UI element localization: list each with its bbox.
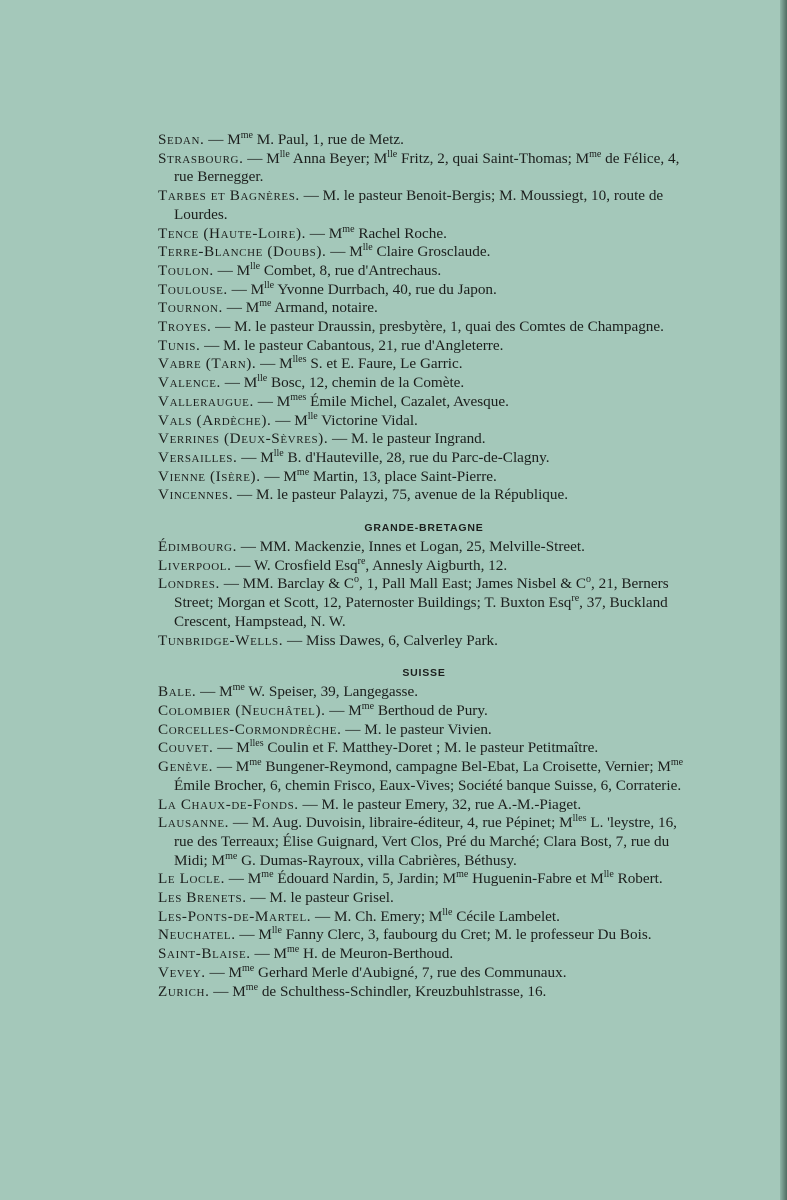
entry-text: B. d'Hauteville, 28, rue du Parc-de-Clagny. [283,448,550,466]
entry-text: — M [243,149,280,167]
title-superscript: me [249,757,262,769]
entry-text: — M. le pasteur Draussin, presbytère, 1, quai des Comtes de Champagne. [211,318,664,336]
address-entry [158,926,690,945]
title-superscript: re [571,593,580,605]
address-entry [158,187,690,224]
title-superscript: me [242,962,255,974]
section-heading: GRANDE-BRETAGNE [364,522,484,535]
address-entry [158,412,690,431]
address-entry [158,299,690,318]
address-entry [158,632,690,651]
entry-text: de Schulthess-Schindler, Kreuzbuhlstrasse, 16. [258,982,547,1000]
place-name: Londres. [158,575,220,593]
entry-text: — M [205,963,242,981]
title-superscript: lle [264,279,275,291]
entry-text: — M [326,243,363,261]
entry-text: Coulin et F. Matthey-Doret ; M. le pasteur Petitmaître. [263,739,599,757]
title-superscript: re [357,555,366,567]
title-superscript: lle [442,906,453,918]
place-name: Strasbourg. [158,149,244,167]
entry-text: — M [250,945,287,963]
title-superscript: lles [249,738,264,750]
title-superscript: lles [292,354,307,366]
entry-text: — M [209,982,246,1000]
title-superscript: mes [290,391,307,403]
entry-text: — M. le pasteur Vivien. [341,720,492,738]
section-heading: SUISSE [402,667,446,680]
place-name: Colombier (Neuchâtel). [158,701,326,719]
entry-text: Émile Michel, Cazalet, Avesque. [306,392,509,410]
place-name: Tunis. [158,336,201,354]
entry-text: — M [204,131,241,148]
entry-text: — W. Crosfield Esq [231,556,358,574]
place-name: Neuchatel. [158,926,236,944]
entry-text: — M [196,683,233,701]
entry-text: Armand, notaire. [271,299,378,317]
address-entry [158,557,690,576]
place-name: Vevey. [158,963,206,981]
place-name: Tence (Haute-Loire). [158,224,306,242]
address-entry [158,758,690,795]
page-edge-shadow [780,0,787,1200]
address-entry [158,683,690,702]
place-name: Troyes. [158,318,212,336]
address-entry [158,430,690,449]
entry-text: — M [306,224,343,242]
address-entry [158,908,690,927]
title-superscript: me [342,223,355,235]
place-name: Tournon. [158,299,223,317]
place-name: Toulon. [158,261,214,279]
entry-text: Bungener-Reymond, campagne Bel-Ebat, La Croisette, Vernier; M [261,758,671,776]
address-entry [158,486,690,505]
entry-text: Fanny Clerc, 3, faubourg du Cret; M. le professeur Du Bois. [281,926,652,944]
title-superscript: me [296,466,310,478]
address-entry [158,889,690,908]
entry-text: — MM. Mackenzie, Innes et Logan, 25, Melville-Street. [236,538,585,556]
entry-text: — M. le pasteur Benoit-Bergis; M. Moussiegt, 10, route de Lourdes. [174,187,664,223]
entry-text: , Annesly Aigburth, 12. [365,556,508,574]
entry-text: Édouard Nardin, 5, Jardin; M [273,870,457,888]
place-name: Tunbridge-Wells. [158,631,284,649]
address-entry [158,702,690,721]
place-name: Le Locle. [158,870,225,888]
place-name: Corcelles-Cormondrèche. [158,720,342,738]
title-superscript: lle [250,260,261,272]
title-superscript: me [232,682,245,694]
title-superscript: lle [271,925,282,937]
entry-text: Claire Grosclaude. [372,243,491,261]
entry-text: — M. le pasteur Emery, 32, rue A.-M.-Piaget. [298,795,582,813]
entry-text: G. Dumas-Rayroux, villa Cabrières, Béthusy. [237,851,517,869]
title-superscript: lle [257,373,268,385]
address-entry [158,945,690,964]
entry-text: Victorine Vidal. [317,411,418,429]
title-superscript: me [259,298,272,310]
place-name: Sedan. [158,131,205,148]
entry-text: — M [260,467,297,485]
title-superscript: lle [279,148,290,160]
entry-text: — M [213,739,250,757]
address-entry [158,538,690,557]
place-name: Terre-Blanche (Doubs). [158,243,327,261]
address-entry [158,449,690,468]
address-entry [158,131,690,150]
place-name: Bale. [158,683,197,701]
entry-text: — M [237,448,274,466]
place-name: Zurich. [158,982,210,1000]
place-name: Tarbes et Bagnères. [158,187,300,205]
entry-text: — M [225,870,262,888]
title-superscript: me [261,869,274,881]
address-entry [158,262,690,281]
place-name: Valence. [158,374,221,392]
entry-text: , 21, Berners Street; Morgan et Scott, 12, Paternoster Buildings; T. Buxton Esq [174,575,669,612]
entry-text: Rachel Roche. [354,224,447,242]
entry-text: Cécile Lambelet. [452,907,560,925]
entry-text: — M. Ch. Emery; M [311,907,443,925]
address-entry [158,374,690,393]
entry-text: — M [222,299,260,317]
title-superscript: me [245,981,259,993]
place-name: Verrines (Deux-Sèvres). [158,430,329,448]
place-name: Vals (Ardèche). [158,411,272,429]
entry-text: Anna Beyer; M [289,149,388,167]
title-superscript: o [586,574,591,586]
entry-text: Gerhard Merle d'Aubigné, 7, rue des Communaux. [254,963,567,981]
place-name: Les Brenets. [158,889,247,907]
entry-text: Martin, 13, place Saint-Pierre. [309,467,497,485]
entry-text: , 1, Pall Mall East; James Nisbel & C [359,575,586,593]
entry-text: W. Speiser, 39, Langegasse. [244,683,418,701]
entry-text: — Miss Dawes, 6, Calverley Park. [283,631,498,649]
title-superscript: lles [572,813,587,825]
entry-text: — M [235,926,272,944]
entry-text: — M [271,411,308,429]
place-name: Les-Ponts-de-Martel. [158,907,312,925]
address-entry [158,281,690,300]
entry-text: Huguenin-Fabre et M [468,870,604,888]
entry-text: Yvonne Durrbach, 40, rue du Japon. [274,280,497,298]
address-entry [158,575,690,631]
place-name: Édimbourg. [158,538,237,556]
address-entry [158,814,690,870]
address-entry [158,964,690,983]
place-name: Liverpool. [158,556,232,574]
address-entry [158,739,690,758]
title-superscript: me [361,700,375,712]
place-name: Vienne (Isère). [158,467,261,485]
entry-text: de Félice, 4, rue Bernegger. [174,149,680,186]
title-superscript: me [670,757,684,769]
title-superscript: me [225,850,238,862]
address-entry [158,355,690,374]
address-entry [158,393,690,412]
entry-text: Bosc, 12, chemin de la Comète. [267,374,465,392]
place-name: Versailles. [158,448,238,466]
entry-text: — M. le pasteur Palayzi, 75, avenue de la République. [233,486,569,504]
title-superscript: lle [603,869,614,881]
entry-text: L. 'leystre, 16, rue des Terreaux; Élise Guignard, Vert Clos, Pré du Marché; Clara Bost, 7, rue du Midi; M [174,814,677,869]
entry-text: — MM. Barclay & C [219,575,355,593]
entry-text: Berthoud de Pury. [374,701,488,719]
entry-text: — M. le pasteur Grisel. [246,889,394,907]
place-name: Vabre (Tarn). [158,355,257,373]
entry-text: Émile Brocher, 6, chemin Frisco, Eaux-Vives; Société banque Suisse, 6, Corraterie. [174,776,682,794]
entry-text: — M [253,392,291,410]
entry-text: H. de Meuron-Berthoud. [299,945,454,963]
place-name: Genève. [158,758,214,776]
entry-text: , 37, Buckland Crescent, Hampstead, N. W. [174,594,668,630]
entry-text: — M [213,758,250,776]
entry-text: — M [325,701,362,719]
title-superscript: lle [362,242,373,254]
place-name: Couvet. [158,739,214,757]
address-entry [158,468,690,487]
entry-text: Fritz, 2, quai Saint-Thomas; M [397,149,590,167]
entry-text: — M. le pasteur Cabantous, 21, rue d'Angleterre. [200,336,504,354]
title-superscript: lle [387,148,398,160]
place-name: Toulouse. [158,280,228,298]
address-entry [158,337,690,356]
title-superscript: me [286,944,300,956]
title-superscript: me [240,130,253,141]
address-entry [158,983,690,1002]
entry-text: — M [256,355,293,373]
address-entry [158,870,690,889]
title-superscript: lle [307,410,318,422]
address-entry [158,318,690,337]
place-name: Valleraugue. [158,392,254,410]
address-entry [158,721,690,740]
entry-text: — M. le pasteur Ingrand. [328,430,486,448]
title-superscript: lle [273,447,284,459]
title-superscript: me [456,869,469,881]
address-entry [158,225,690,244]
place-name: Lausanne. [158,814,230,832]
entry-text: — M [227,280,265,298]
title-superscript: me [589,148,602,160]
title-superscript: o [354,574,360,586]
entry-text: S. et E. Faure, Le Garric. [306,355,463,373]
entry-text: Robert. [613,870,663,888]
address-entry [158,796,690,815]
address-entry [158,243,690,262]
entry-text: M. Paul, 1, rue de Metz. [252,131,404,148]
entry-text: Combet, 8, rue d'Antrechaus. [260,261,442,279]
place-name: La Chaux-de-Fonds. [158,795,299,813]
address-entry [158,150,690,187]
address-list-page [158,131,690,1001]
place-name: Vincennes. [158,486,234,504]
entry-text: — M [213,261,251,279]
entry-text: — M. Aug. Duvoisin, libraire-éditeur, 4, rue Pépinet; M [229,814,573,832]
place-name: Saint-Blaise. [158,945,251,963]
entry-text: — M [220,374,258,392]
